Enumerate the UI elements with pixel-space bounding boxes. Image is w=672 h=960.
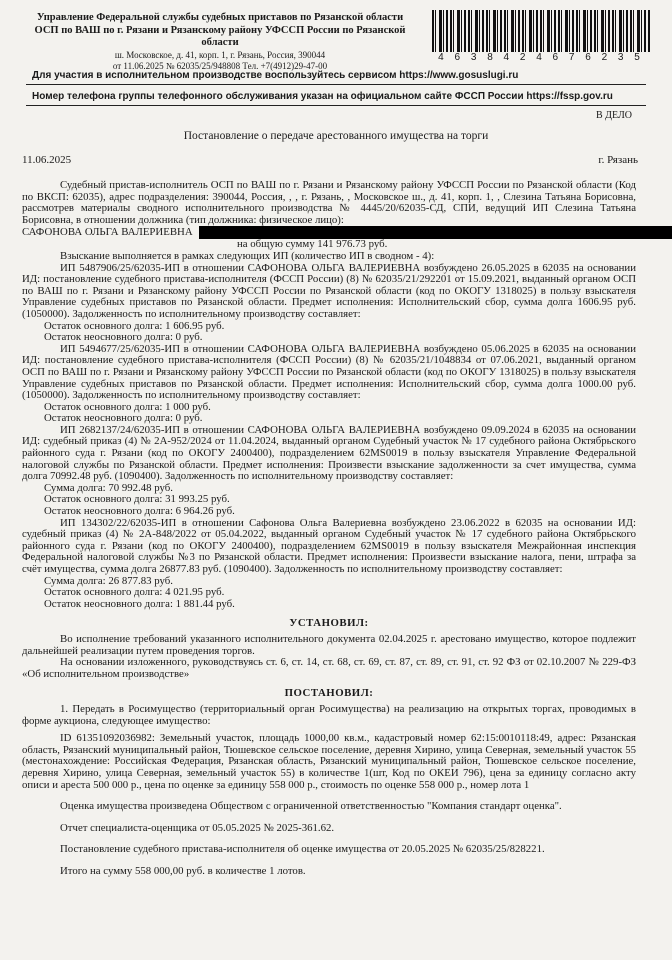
enforcement-intro: Взыскание выполняется в рамках следующих ИП (количество ИП в сводном - 4):	[60, 249, 435, 262]
gosuslugi-notice: Для участия в исполнительном производстве воспользуйтесь сервисом https://www.gosuslugi.ru	[32, 70, 519, 81]
document-date: 11.06.2025	[22, 154, 72, 166]
basis-text: На основании изложенного, руководствуясь ст. 6, ст. 14, ст. 68, ст. 69, ст. 87, ст. 89, ст. 91, ст. 92 ФЗ от 02.10.2007 № 229-ФЗ «Об исполнительном производстве»	[22, 656, 636, 680]
proceeding-4-line: Остаток основного долга: 4 021.95 руб.	[44, 586, 225, 599]
document-city: г. Рязань	[598, 154, 638, 166]
point-1: 1. Передать в Росимущество (территориальный орган Росимущества) на реализацию на открытых торгах, проводимых в форме аукциона, следующее имущество:	[22, 702, 636, 727]
proceeding-2-line: Остаток неосновного долга: 0 руб.	[44, 412, 203, 425]
proceeding-3-line: Сумма долга: 70 992.48 руб.	[44, 481, 173, 494]
total-lots: Итого на сумму 558 000,00 руб. в количестве 1 лотов.	[60, 864, 306, 877]
proceeding-1-text: ИП 5487906/25/62035-ИП в отношении САФОНОВА ОЛЬГА ВАЛЕРИЕВНА возбуждено 26.05.2025 в 62035 на основании ИД: постановление судебного пристава-исполнителя (ФССП России) (8) № 62035/21/292201 от 15.09.2021, выданный органом ОСП по ВАШ по г. Рязани и Рязанскому району УФССП России по Рязанской области (код по ОКОГУ 1318025) в пользу взыскателя Управление судебных приставов по Рязанской области. Предмет исполнения: Исполнительский сбор, сумма долга 1606.95 руб. (1050000). Задолженность по исполнительному производству составляет:	[22, 261, 636, 320]
valuation-line: Оценка имущества произведена Обществом с ограниченной ответственностью "Компания стандарт оценка".	[60, 800, 562, 813]
valuation-decree: Постановление судебного пристава-исполнителя об оценке имущества от 20.05.2025 № 62035/25/828221.	[60, 843, 545, 856]
ustanovil-heading: УСТАНОВИЛ:	[289, 617, 369, 630]
intro-paragraph: Судебный пристав-исполнитель ОСП по ВАШ по г. Рязани и Рязанскому району УФССП России по Рязанской области (Код по ВКСП: 62035), адрес подразделения: 390044, Россия, , , г. Рязань, , Московское ш., д. 41, корп. 1, , Слезина Татьяна Борисовна, рассмотрев материалы сводного исполнительного производства № 4445/20/62035-СД, СПИ, ведущий ИП Слезина Татьяна Борисовна, в отношении должника (тип должника: физическое лицо):	[22, 179, 636, 226]
divider-top	[26, 84, 646, 85]
proceeding-3-line: Остаток основного долга: 31 993.25 руб.	[44, 493, 230, 506]
document-body	[22, 180, 636, 877]
phone-notice: Номер телефона группы телефонного обслуживания указан на официальном сайте ФССП России https://fssp.gov.ru	[32, 91, 613, 102]
appraiser-report: Отчет специалиста-оценщика от 05.05.2025 № 2025-361.62.	[60, 821, 335, 834]
v-delo-stamp: В ДЕЛО	[596, 110, 632, 121]
proceeding-4-line: Сумма долга: 26 877.83 руб.	[44, 574, 173, 587]
letterhead	[20, 12, 420, 72]
postanovil-heading: ПОСТАНОВИЛ:	[284, 687, 374, 700]
proceeding-1-line: Остаток основного долга: 1 606.95 руб.	[44, 319, 225, 332]
barcode-bars	[432, 10, 650, 52]
document-title: Постановление о передаче арестованного имущества на торги	[183, 130, 489, 142]
proceeding-2-text: ИП 5494677/25/62035-ИП в отношении САФОНОВА ОЛЬГА ВАЛЕРИЕВНА возбуждено 05.06.2025 в 62035 на основании ИД: постановление судебного пристава-исполнителя (ФССП России) (8) № 62035/21/1048834 от 07.06.2021, выданный органом ОСП по ВАШ по г. Рязани и Рязанскому району УФССП России по Рязанской области (код по ОКОГУ 1318025) в пользу взыскателя Управление судебных приставов по Рязанской области. Предмет исполнения: Исполнительский сбор, сумма долга 1000.00 руб. (1050000). Задолженность по исполнительному производству составляет:	[22, 342, 636, 402]
proceeding-1-line: Остаток неосновного долга: 0 руб.	[44, 331, 203, 344]
debtor-name: САФОНОВА ОЛЬГА ВАЛЕРИЕВНА	[22, 226, 193, 239]
letterhead-address: ш. Московское, д. 41, корп. 1, г. Рязань, Россия, 390044	[114, 49, 326, 60]
proceeding-3-line: Остаток неосновного долга: 6 964.26 руб.	[44, 505, 235, 518]
letterhead-doc-ref: от 11.06.2025 № 62035/25/948808 Тел. +7(4912)29-47-00	[112, 60, 328, 71]
proceeding-4-text: ИП 134302/22/62035-ИП в отношении Сафонова Ольга Валериевна возбуждено 23.06.2022 в 62035 на основании ИД: судебный приказ (4) № 2А-848/2022 от 05.04.2022, выданный органом Судебный участок № 17 судебного района Октябрьского районного суда г. Рязани (код по ОКОГУ 2400400), подразделением 62MS0019 в пользу взыскателя Межрайонная инспекция Федеральной налоговой службы №3 по Рязанской области. Предмет исполнения: Произвести взыскание налога, пени, штрафа за счёт имущества, сумма долга 26877.83 руб. (1090400). Задолженность по исполнительному производству составляет:	[22, 516, 636, 575]
total-debt: на общую сумму 141 976.73 руб.	[237, 238, 388, 251]
letterhead-department: ОСП по ВАШ по г. Рязани и Рязанскому району УФССП России по Рязанской области	[34, 24, 406, 48]
letterhead-org: Управление Федеральной службы судебных приставов по Рязанской области	[36, 12, 404, 23]
proceeding-4-line: Остаток неосновного долга: 1 881.44 руб.	[44, 597, 235, 610]
proceeding-2-line: Остаток основного долга: 1 000 руб.	[44, 400, 211, 413]
barcode-number: 4 6 3 8 4 2 4 6 7 6 2 3 5	[438, 52, 644, 63]
ustanovil-text: Во исполнение требований указанного исполнительного документа 02.04.2025 г. арестовано имущество, которое подлежит дальнейшей реализации путем проведения торгов.	[22, 632, 636, 657]
proceeding-3-text: ИП 2682137/24/62035-ИП в отношении САФОНОВА ОЛЬГА ВАЛЕРИЕВНА возбуждено 09.09.2024 в 62035 на основании ИД: судебный приказ (4) № 2А-952/2024 от 11.04.2024, выданный органом Судебный участок № 17 судебного района Октябрьского районного суда г. Рязани (код по ОКОГУ 2400400), подразделением 62MS0019 в пользу взыскателя Управление Федеральной налоговой службы по Рязанской области. Предмет исполнения: Произвести взыскание задолженности за счет имущества, сумма долга 70992.48 руб. (1090400). Задолженность по исполнительному производству составляет:	[22, 423, 636, 483]
divider-bottom	[26, 105, 646, 106]
barcode	[432, 10, 650, 64]
property-description: ID 61351092036982: Земельный участок, площадь 1000,00 кв.м., кадастровый номер 62:15:0010118:49, адрес: Рязанская область, Рязанский муниципальный район, Тюшевское сельское поселение, деревня Хирино, улица Северная, земельный участок 55 (местонахождение: Российская Федерация, Рязанская область, Рязанский муниципальный район, Тюшевское сельское поселение, деревня Хирино, улица Северная, земельный участок 55) в количестве 1(шт, Код по ОКЕИ 796), цена за единицу согласно акту описи и ареста 500 000 р., цена по оценке за единицу 558 000 р., стоимость по оценке 558 000 р., номер лота 1	[22, 732, 636, 791]
